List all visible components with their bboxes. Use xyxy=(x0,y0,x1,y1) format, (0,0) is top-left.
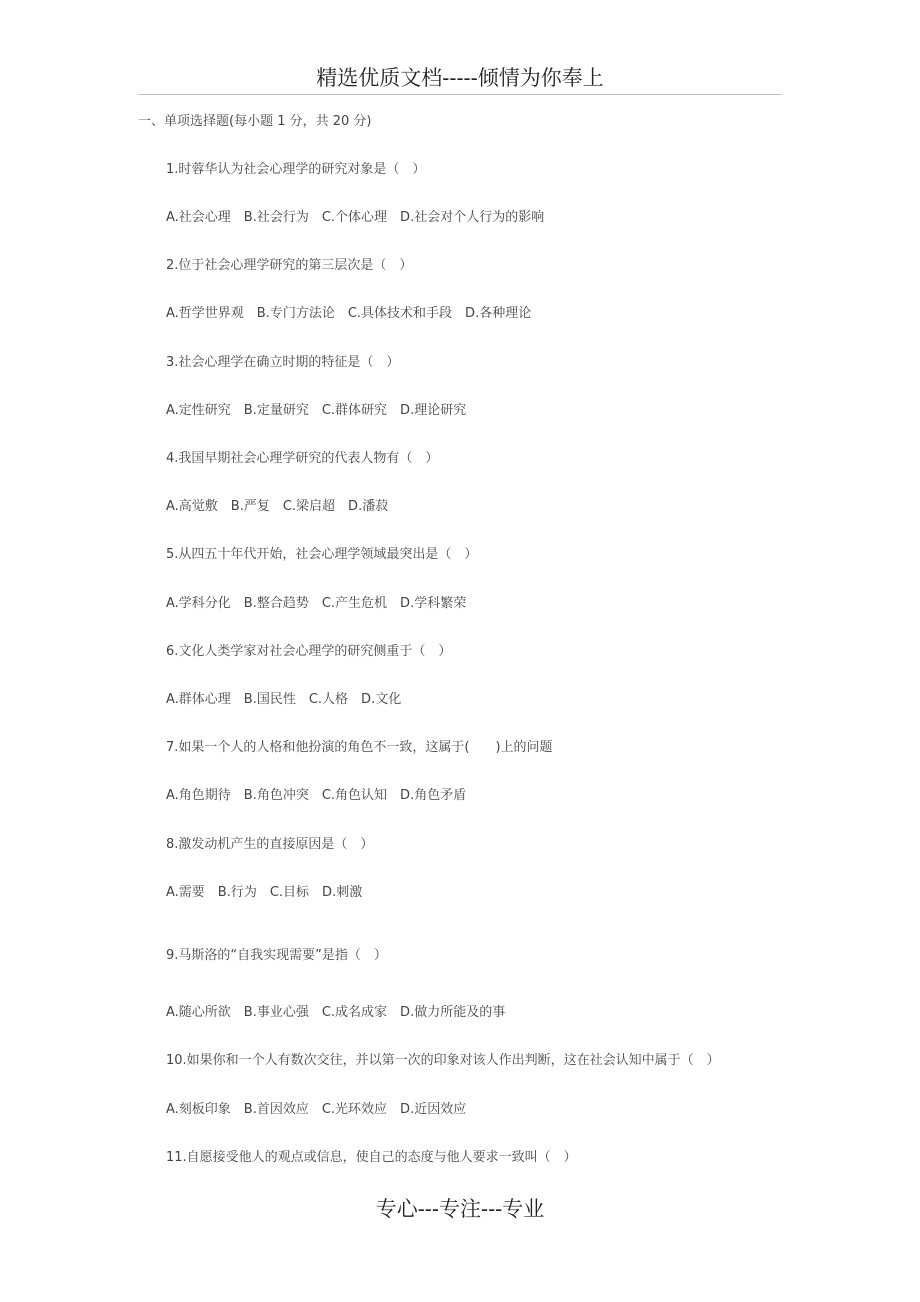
question-1-stem: 1.时蓉华认为社会心理学的研究对象是（ ） xyxy=(166,162,426,177)
question-9-options: A.随心所欲 B.事业心强 C.成名成家 D.做力所能及的事 xyxy=(166,1005,506,1020)
question-4-options: A.高觉敷 B.严复 C.梁启超 D.潘菽 xyxy=(166,499,389,514)
section-title: 一、单项选择题(每小题 1 分，共 20 分) xyxy=(138,114,372,129)
question-2-options: A.哲学世界观 B.专门方法论 C.具体技术和手段 D.各种理论 xyxy=(166,306,532,321)
question-7-options: A.角色期待 B.角色冲突 C.角色认知 D.角色矛盾 xyxy=(166,788,467,803)
question-4-stem: 4.我国早期社会心理学研究的代表人物有（ ） xyxy=(166,451,439,466)
question-11-stem: 11.自愿接受他人的观点或信息，使自己的态度与他人要求一致叫（ ） xyxy=(166,1150,577,1165)
question-10-stem: 10.如果你和一个人有数次交往，并以第一次的印象对该人作出判断，这在社会认知中属于（ ） xyxy=(166,1053,720,1068)
question-3-stem: 3.社会心理学在确立时期的特征是（ ） xyxy=(166,355,400,370)
question-5-options: A.学科分化 B.整合趋势 C.产生危机 D.学科繁荣 xyxy=(166,596,467,611)
question-8-options: A.需要 B.行为 C.目标 D.刺激 xyxy=(166,885,363,900)
page-header: 精选优质文档-----倾情为你奉上 xyxy=(316,66,604,90)
question-6-stem: 6.文化人类学家对社会心理学的研究侧重于（ ） xyxy=(166,644,452,659)
question-7-stem: 7.如果一个人的人格和他扮演的角色不一致，这属于( )上的问题 xyxy=(166,740,553,755)
question-9-stem: 9.马斯洛的“自我实现需要”是指（ ） xyxy=(166,948,387,963)
question-3-options: A.定性研究 B.定量研究 C.群体研究 D.理论研究 xyxy=(166,403,467,418)
question-6-options: A.群体心理 B.国民性 C.人格 D.文化 xyxy=(166,692,402,707)
question-1-options: A.社会心理 B.社会行为 C.个体心理 D.社会对个人行为的影响 xyxy=(166,210,545,225)
question-2-stem: 2.位于社会心理学研究的第三层次是（ ） xyxy=(166,258,413,273)
question-8-stem: 8.激发动机产生的直接原因是（ ） xyxy=(166,837,374,852)
question-5-stem: 5.从四五十年代开始，社会心理学领域最突出是（ ） xyxy=(166,547,478,562)
page-footer: 专心---专注---专业 xyxy=(375,1197,545,1221)
question-10-options: A.刻板印象 B.首因效应 C.光环效应 D.近因效应 xyxy=(166,1102,467,1117)
header-divider xyxy=(138,94,782,95)
